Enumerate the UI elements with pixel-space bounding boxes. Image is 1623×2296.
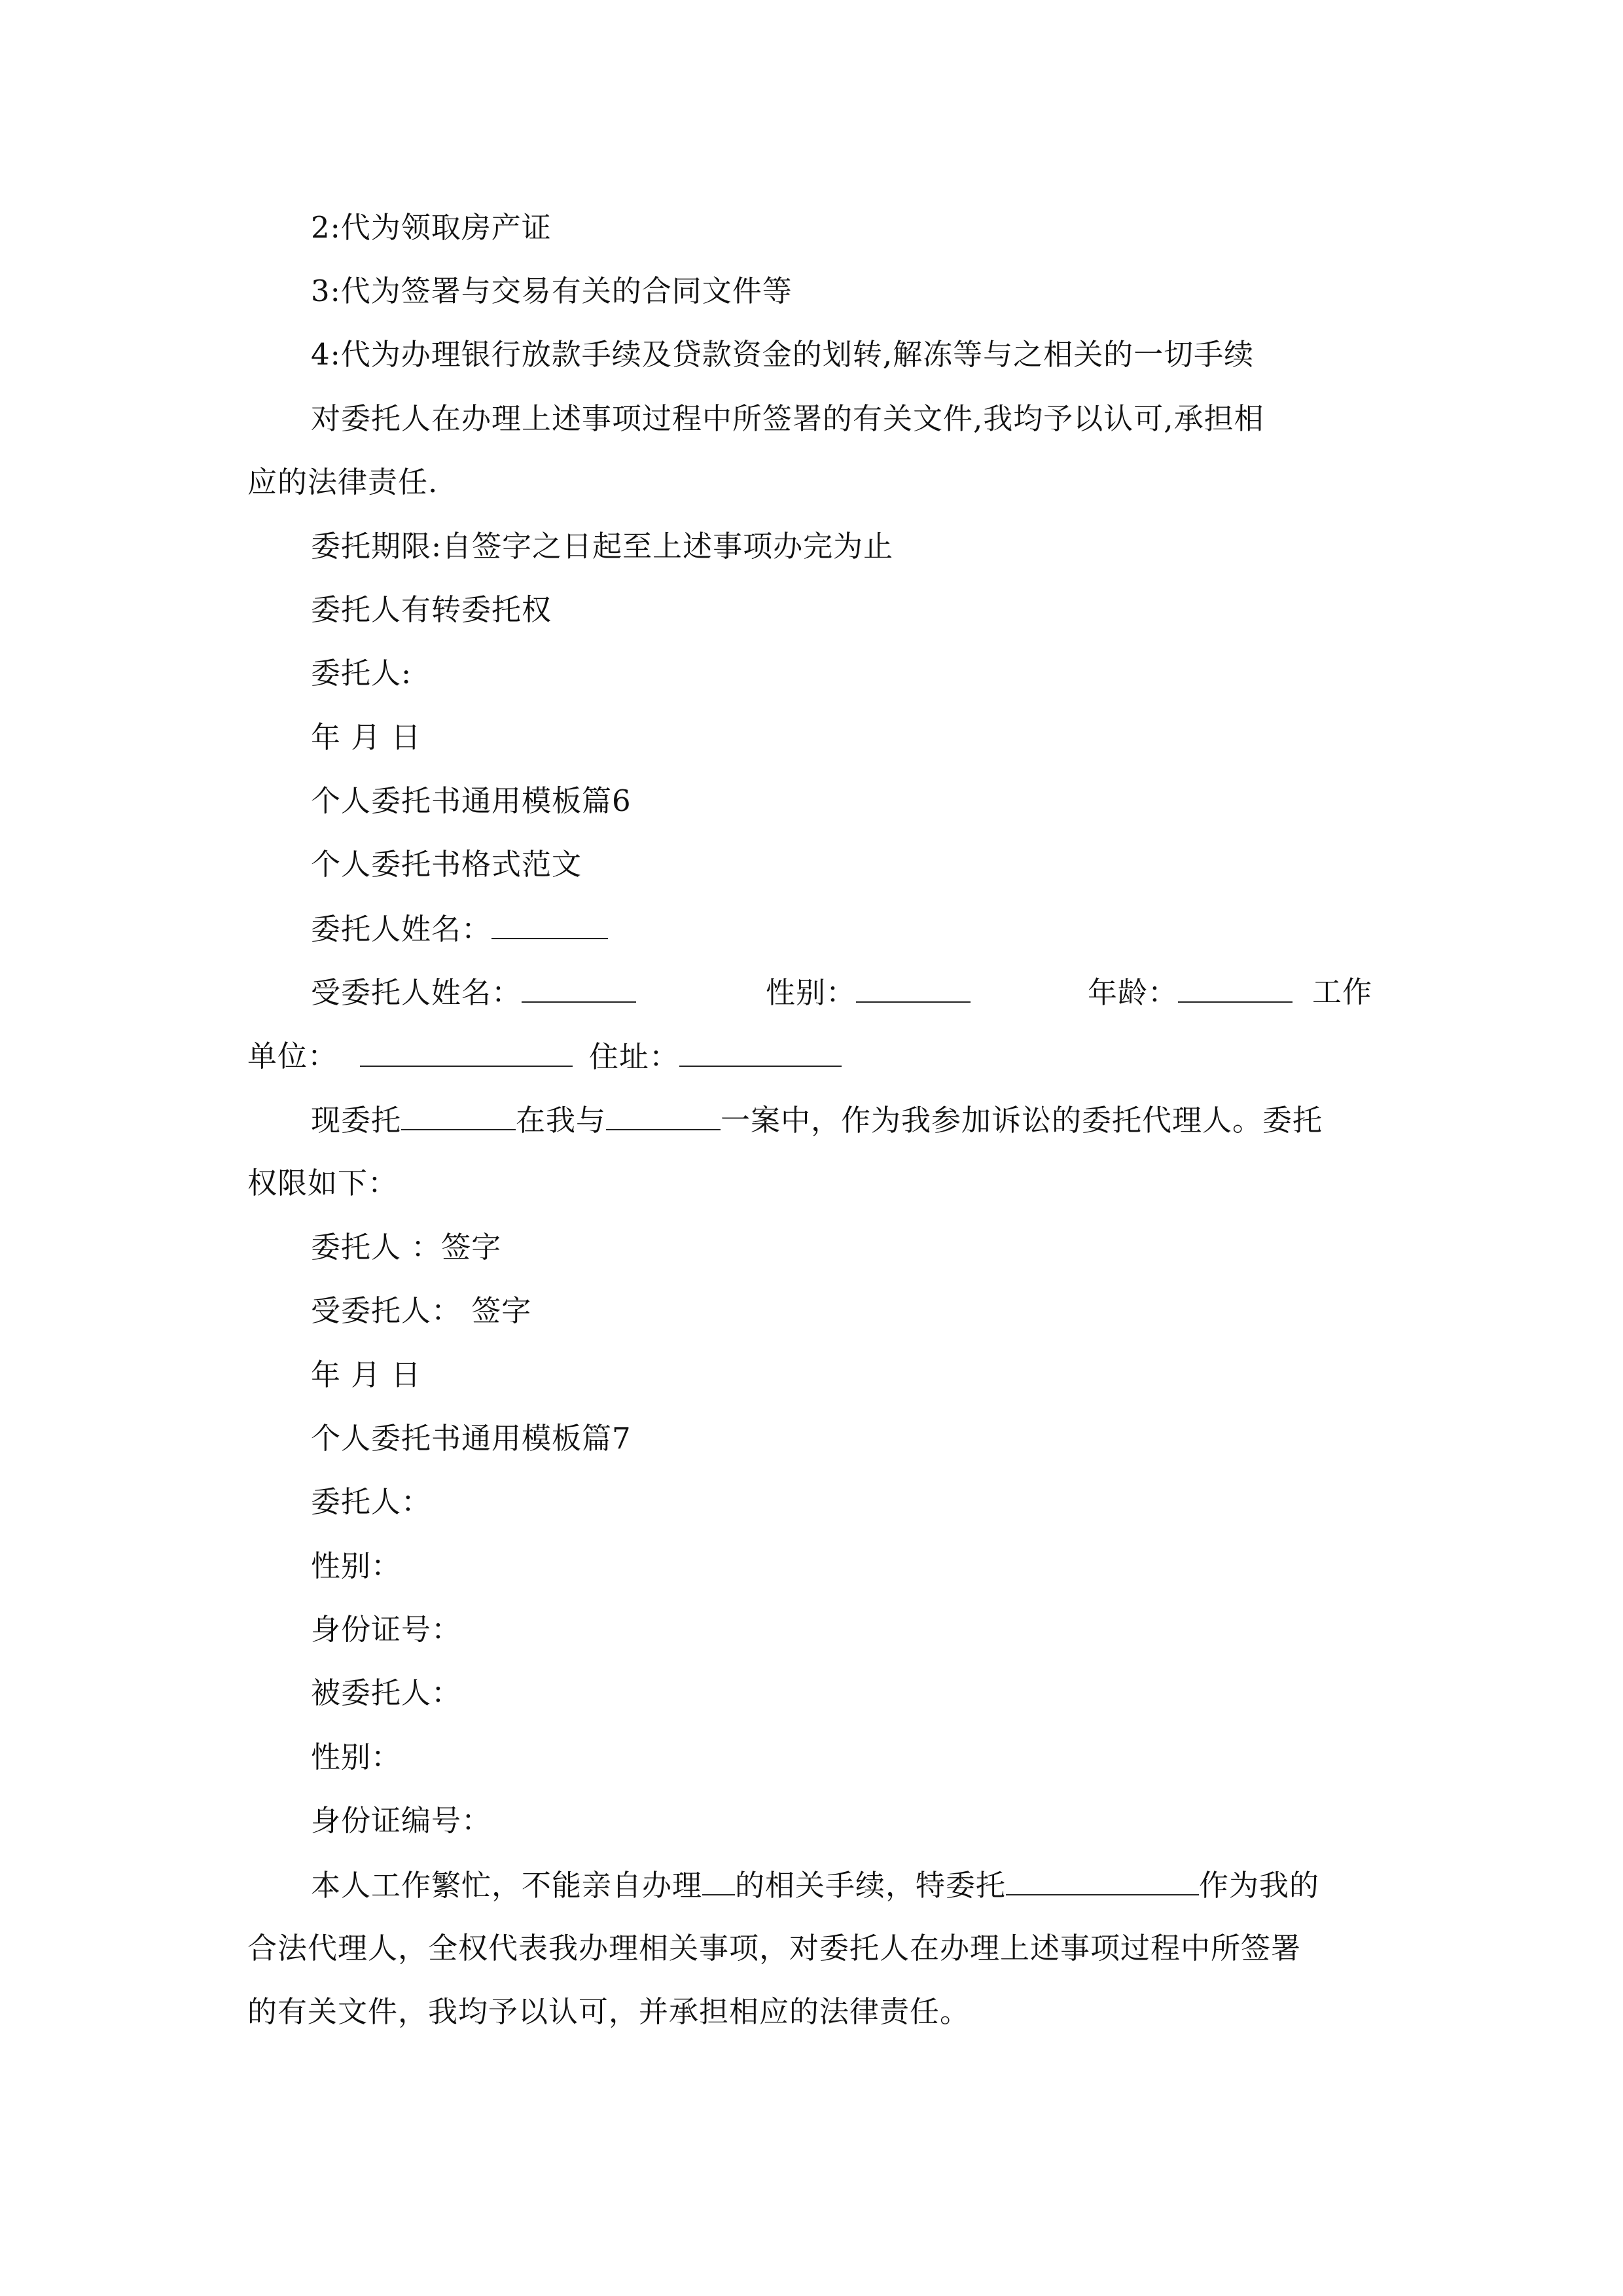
text-segment: 在我与 [516,1103,607,1138]
text-segment: 一案中，作为我参加诉讼的委托代理人。委托 [721,1103,1323,1138]
text-segment: 作为我的 [1199,1868,1320,1903]
blank-underline [522,973,636,1003]
date-line: 年 月 日 [311,1357,421,1392]
text-line [589,1037,842,1077]
text-line [360,1037,573,1077]
text-line: 性别： [311,1740,402,1774]
blank-underline [1006,1865,1199,1895]
text-line: 应的法律责任. [247,465,438,499]
text-line: 权限如下： [247,1166,399,1200]
text-line [311,1865,1319,1905]
field-label: 受委托人姓名： [311,975,522,1010]
section-heading: 个人委托书通用模板篇7 [311,1421,632,1456]
text-segment: 的相关手续，特委托 [735,1868,1007,1903]
field-label: 住址： [589,1039,680,1074]
blank-underline [360,1037,573,1067]
text-line: 3:代为签署与交易有关的合同文件等 [311,274,793,308]
text-line: 委托期限:自签字之日起至上述事项办完为止 [311,529,894,564]
blank-underline [679,1037,842,1067]
text-line [766,973,971,1013]
text-line [311,1100,1323,1140]
blank-underline [856,973,971,1003]
text-line: 委托人： [311,1484,432,1519]
blank-underline [702,1865,735,1895]
signature-line: 委托人 ：签字 [311,1230,502,1265]
date-line: 年 月 日 [311,720,421,755]
blank-underline [401,1100,516,1130]
field-label: 性别： [766,975,857,1010]
field-label: 年龄： [1088,975,1179,1010]
text-line: 性别： [311,1549,402,1583]
text-line: 委托人有转委托权 [311,592,552,627]
field-label: 委托人姓名： [311,912,492,946]
blank-underline [606,1100,721,1130]
text-line [311,973,636,1013]
text-line: 2:代为领取房产证 [311,210,552,245]
text-line [311,909,608,949]
text-line: 身份证编号： [311,1803,492,1838]
text-line: 被委托人： [311,1676,462,1710]
text-segment: 现委托 [311,1103,402,1138]
text-segment: 本人工作繁忙，不能亲自办理 [311,1868,703,1903]
text-line: 合法代理人，全权代表我办理相关事项，对委托人在办理上述事项过程中所签署 [247,1931,1302,1965]
text-line [247,1037,338,1076]
text-line: 的有关文件，我均予以认可，并承担相应的法律责任。 [247,1994,971,2029]
text-line [1088,973,1293,1013]
text-line: 工作 [1312,975,1373,1009]
text-line: 4:代为办理银行放款手续及贷款资金的划转,解冻等与之相关的一切手续 [311,337,1255,372]
blank-underline [491,909,608,939]
section-heading: 个人委托书通用模板篇6 [311,783,632,818]
text-line: 身份证号： [311,1612,462,1647]
field-label: 单位： [247,1039,338,1073]
text-line: 对委托人在办理上述事项过程中所签署的有关文件,我均予以认可,承担相 [311,401,1264,436]
signature-line: 受委托人： 签字 [311,1293,532,1328]
section-subheading: 个人委托书格式范文 [311,847,582,882]
blank-underline [1178,973,1293,1003]
text-line: 委托人: [311,656,412,691]
